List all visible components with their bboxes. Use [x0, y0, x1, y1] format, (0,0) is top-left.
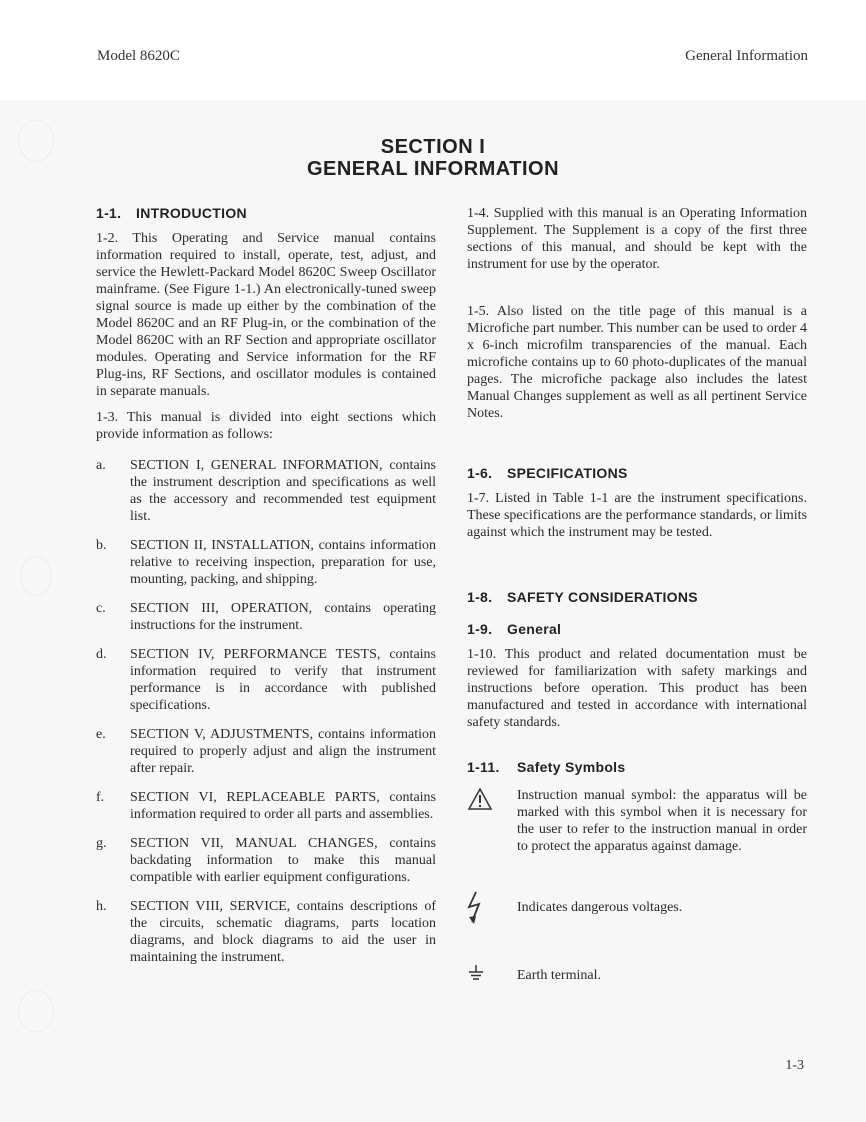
heading-safety-considerations — [467, 589, 807, 605]
paragraph-1-10: 1-10. This product and related documentation must be reviewed for familiarization with safety markings and instructions before operation. This product has been manufactured and tested in accordance with international safety standards. — [467, 647, 807, 730]
list-item-text: SECTION VI, REPLACEABLE PARTS, contains information required to order all parts and assemblies. — [130, 790, 436, 822]
heading-number: 1-9. — [467, 621, 493, 637]
heading-text: INTRODUCTION — [136, 205, 247, 221]
list-item-text: SECTION VIII, SERVICE, contains descriptions of the circuits, schematic diagrams, parts location diagrams, and block diagrams to aid the user in maintaining the instrument. — [130, 899, 436, 965]
warning-triangle-icon — [467, 787, 517, 816]
list-item — [96, 537, 436, 588]
list-item — [96, 646, 436, 714]
paragraph-1-4: 1-4. Supplied with this manual is an Operating Information Supplement. The Supplement is a copy of the first three sections of this manual, and should be kept with the instrument for use by the operator. — [467, 206, 807, 272]
lightning-bolt-icon — [467, 891, 517, 930]
heading-text: SPECIFICATIONS — [507, 465, 628, 481]
list-item — [96, 898, 436, 966]
section-number-title: SECTION I — [380, 136, 486, 158]
section-title: GENERAL INFORMATION — [306, 158, 560, 180]
list-item — [96, 600, 436, 634]
right-column — [467, 205, 807, 987]
heading-specifications — [467, 465, 807, 481]
symbol-description: Instruction manual symbol: the apparatus will be marked with this symbol when it is necessary for the user to refer to the instruction manual in order to protect the apparatus against damage. — [517, 788, 807, 854]
heading-number: 1-6. — [467, 465, 493, 481]
scan-smudge — [18, 990, 54, 1032]
heading-text: Safety Symbols — [517, 759, 626, 775]
left-column — [96, 205, 436, 966]
symbol-description: Earth terminal. — [517, 968, 601, 983]
list-item-text: SECTION I, GENERAL INFORMATION, contains the instrument description and specifications as well as the accessory and recommended test equipment list. — [130, 458, 436, 524]
list-item-text: SECTION IV, PERFORMANCE TESTS, contains information required to verify that instrument performance is in accordance with published specifications. — [130, 647, 436, 713]
list-item-text: SECTION II, INSTALLATION, contains information relative to receiving inspection, preparation for use, mounting, packing, and shipping. — [130, 538, 436, 587]
heading-introduction — [96, 205, 436, 221]
list-item-text: SECTION VII, MANUAL CHANGES, contains backdating information to make this manual compatible with earlier equipment configurations. — [130, 836, 436, 885]
paragraph-1-7: 1-7. Listed in Table 1-1 are the instrument specifications. These specifications are the performance standards, or limits against which the instrument may be tested. — [467, 491, 807, 540]
page-number: 1-3 — [785, 1058, 804, 1073]
heading-number: 1-11. — [467, 759, 500, 775]
symbol-row-earth-terminal — [467, 964, 807, 987]
symbol-row-instruction-manual — [467, 787, 807, 855]
paragraph-1-5: 1-5. Also listed on the title page of this manual is a Microfiche part number. This number can be used to order 4 x 6-inch microfilm transparencies of the manual. Each microfiche contains up to 60 photo-duplicates of the manual pages. The microfiche package also includes the latest Manual Changes supplement as well as all pertinent Service Notes. — [467, 304, 807, 421]
list-item — [96, 457, 436, 525]
symbol-row-dangerous-voltage — [467, 891, 807, 930]
list-item-label: d. — [96, 647, 107, 662]
header-model: Model 8620C — [97, 48, 180, 64]
heading-safety-symbols — [467, 759, 807, 775]
list-item-label: b. — [96, 538, 107, 553]
heading-text: General — [507, 621, 562, 637]
heading-number: 1-8. — [467, 589, 493, 605]
list-item-label: g. — [96, 836, 107, 851]
list-item-label: a. — [96, 458, 106, 473]
symbol-description: Indicates dangerous voltages. — [517, 900, 683, 915]
scan-smudge — [20, 556, 52, 596]
list-item — [96, 789, 436, 823]
list-item — [96, 835, 436, 886]
list-item-text: SECTION V, ADJUSTMENTS, contains information required to properly adjust and align the instrument after repair. — [130, 727, 436, 776]
list-item-label: h. — [96, 899, 107, 914]
heading-text: SAFETY CONSIDERATIONS — [507, 589, 698, 605]
header-section-name: General Information — [685, 48, 808, 64]
heading-general — [467, 621, 807, 637]
earth-ground-icon — [467, 964, 517, 987]
paragraph-1-3: 1-3. This manual is divided into eight sections which provide information as follows: — [96, 410, 436, 442]
list-item-label: e. — [96, 727, 106, 742]
list-item-label: c. — [96, 601, 106, 616]
heading-number: 1-1. — [96, 205, 122, 221]
paragraph-1-2: 1-2. This Operating and Service manual contains information required to install, operate, test, adjust, and service the Hewlett-Packard Model 8620C Sweep Oscillator mainframe. (See Figure 1-1.) An electronically-tuned sweep signal source is made up either by the combination of the Model 8620C and an RF Plug-in, or the combination of the Model 8620C with an RF Section and appropriate oscillator modules. Operating and Service information for the RF Plug-ins, RF Sections, and oscillator modules is contained in separate manuals. — [96, 231, 436, 399]
list-item — [96, 726, 436, 777]
section-list — [96, 457, 436, 966]
list-item-text: SECTION III, OPERATION, contains operating instructions for the instrument. — [130, 601, 436, 633]
list-item-label: f. — [96, 790, 105, 805]
